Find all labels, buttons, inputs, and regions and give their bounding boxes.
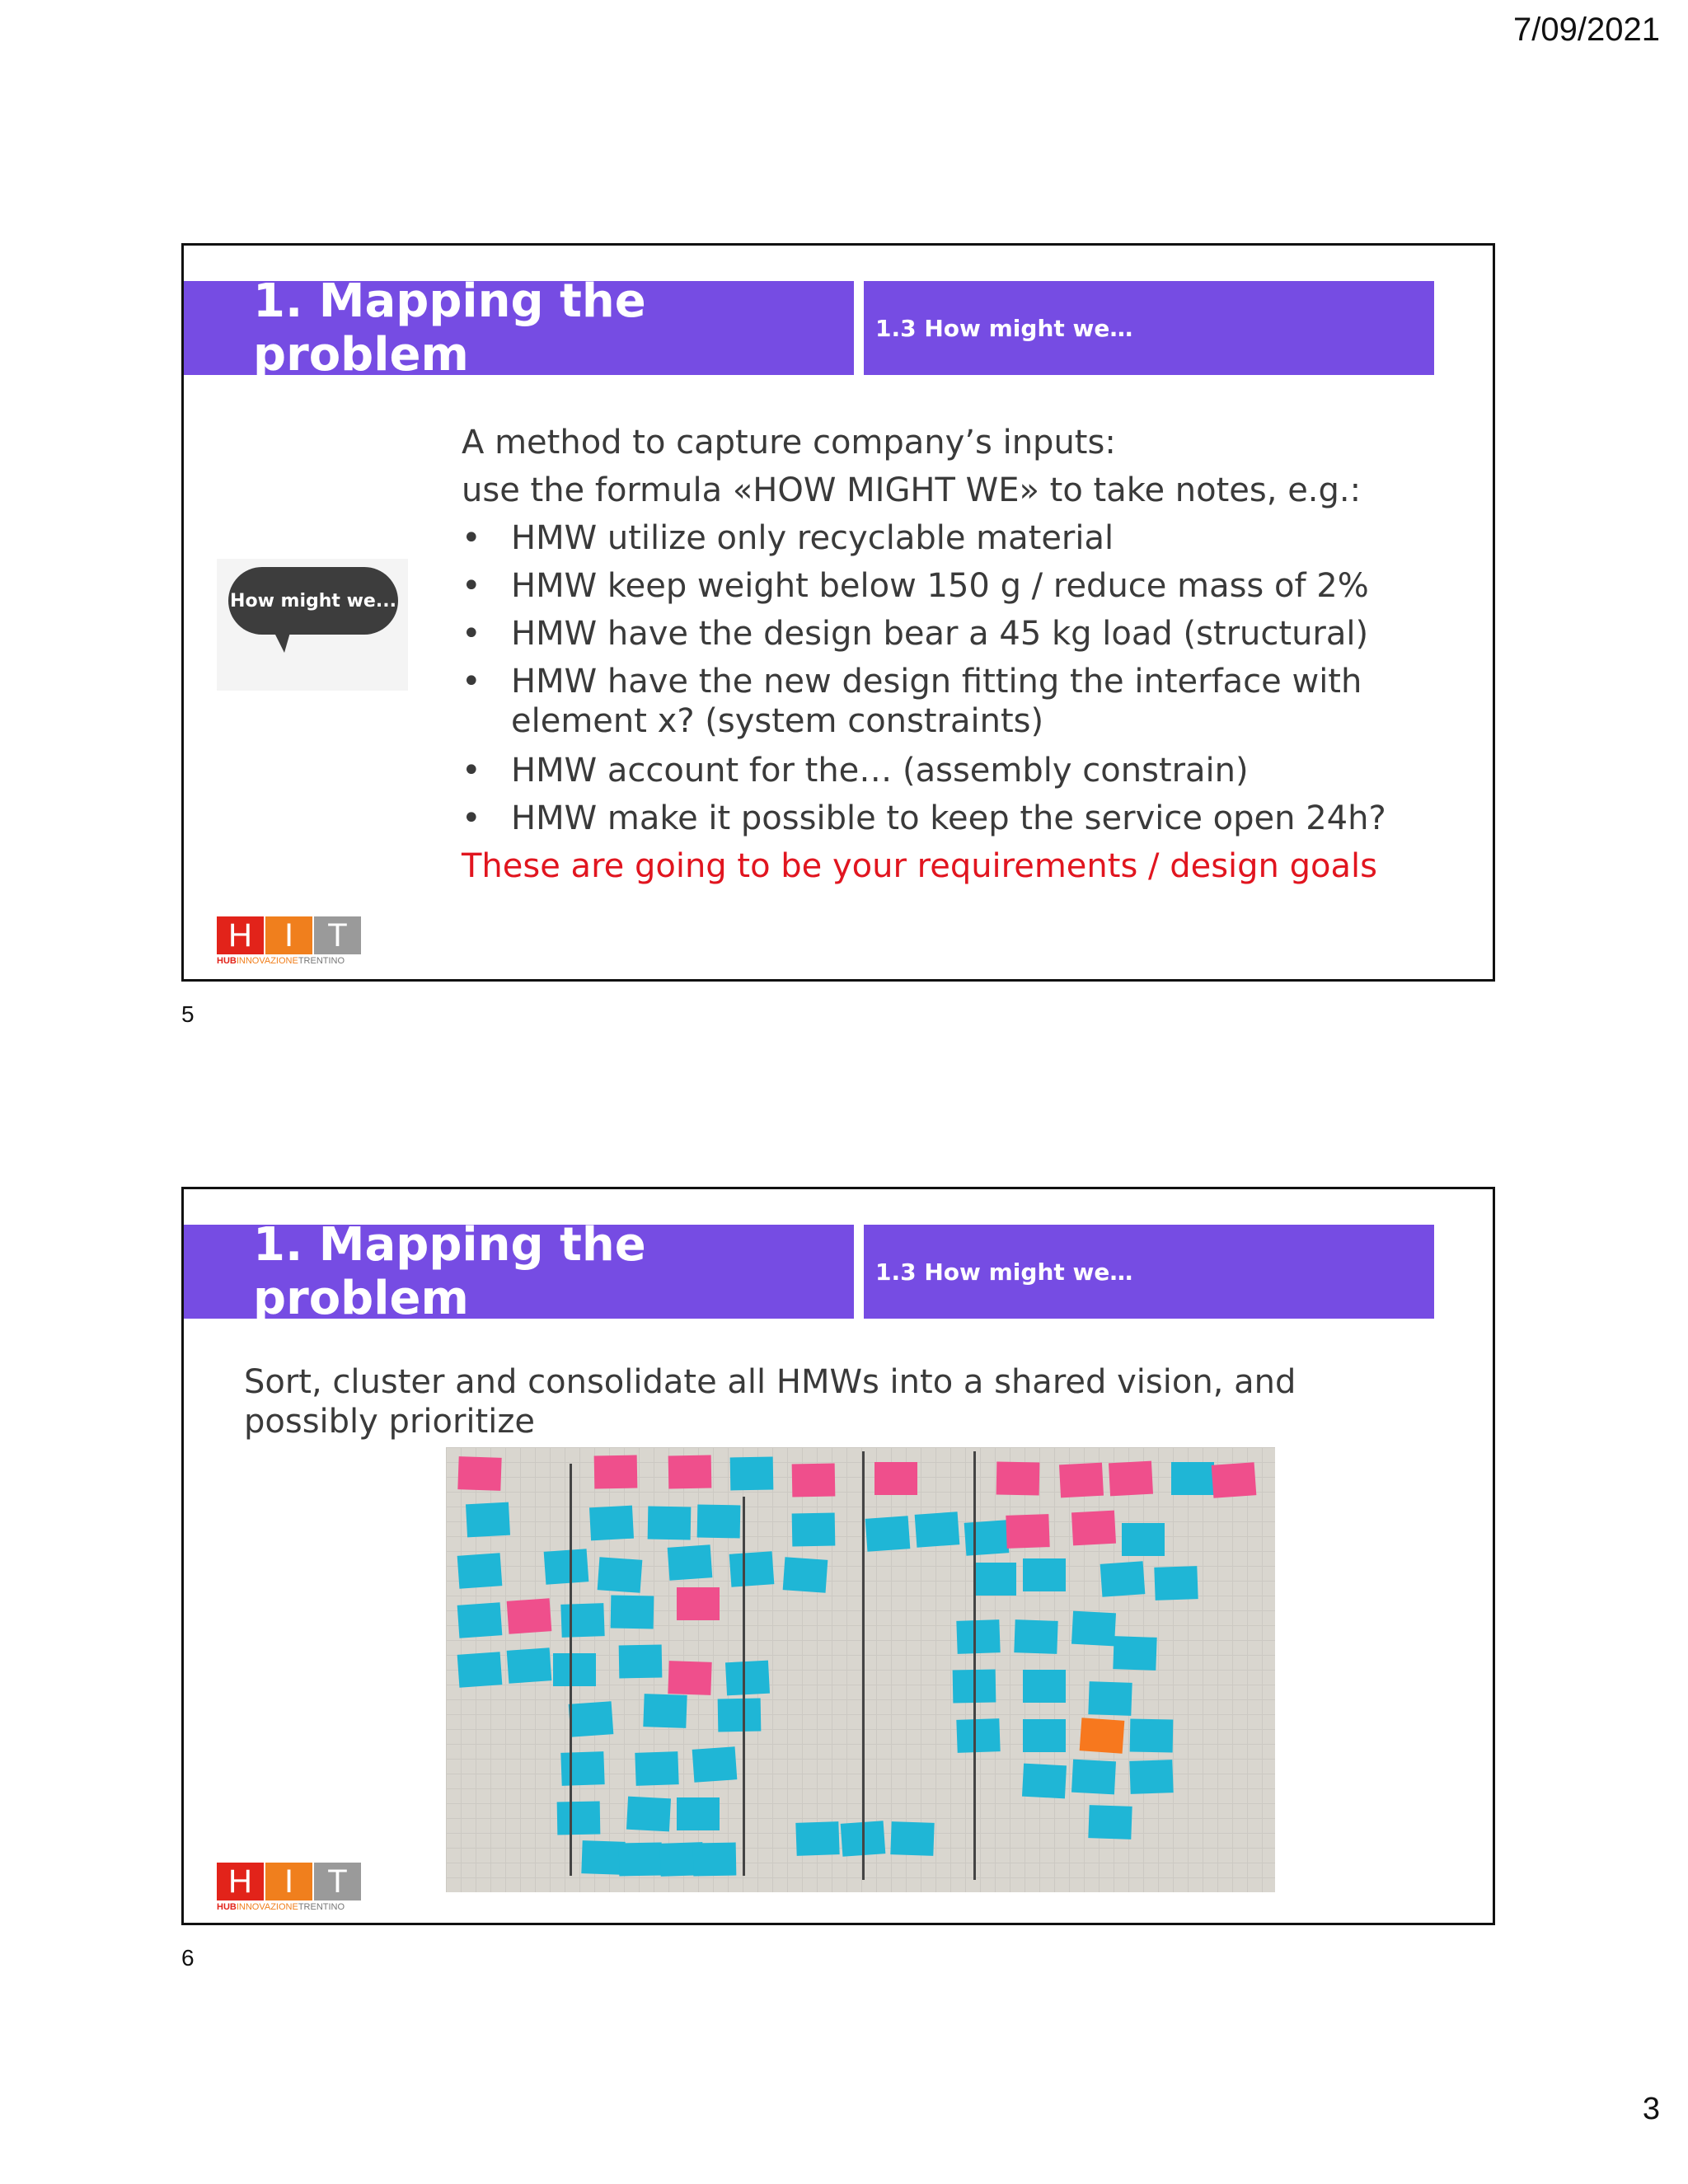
sticky-note	[956, 1718, 1000, 1753]
speech-bubble: How might we...	[228, 567, 398, 635]
sticky-note	[677, 1587, 720, 1620]
slide-number: 6	[181, 1945, 195, 1971]
sticky-note	[569, 1701, 614, 1737]
slide-title: 1. Mapping the problem	[184, 1225, 854, 1319]
sticky-note	[865, 1516, 911, 1552]
sticky-note	[466, 1502, 510, 1538]
sticky-note	[457, 1553, 503, 1589]
sticky-note	[668, 1455, 712, 1489]
slide-body: Sort, cluster and consolidate all HMWs into a shared vision, and possibly prioritize	[244, 1363, 1296, 1441]
sticky-note	[1129, 1760, 1173, 1794]
sticky-note	[668, 1661, 711, 1695]
sticky-note	[648, 1507, 692, 1540]
sticky-note	[1006, 1514, 1049, 1549]
sticky-note	[783, 1557, 828, 1593]
sticky-note	[553, 1653, 596, 1686]
sticky-note	[956, 1619, 1000, 1654]
intro-line: use the formula «HOW MIGHT WE» to take notes, e.g.:	[462, 471, 1362, 509]
print-date: 7/09/2021	[1513, 12, 1660, 48]
bullet-item: • HMW keep weight below 150 g / reduce mass of 2%	[462, 562, 1467, 610]
logo-tagline: HUBINNOVAZIONETRENTINO	[217, 1902, 345, 1912]
sticky-note	[795, 1821, 839, 1856]
sticky-note	[792, 1513, 836, 1547]
sticky-note	[557, 1802, 601, 1835]
logo-tagline: HUBINNOVAZIONETRENTINO	[217, 956, 345, 966]
sticky-note	[692, 1746, 738, 1783]
bullet-glyph: •	[462, 663, 481, 701]
sticky-note	[890, 1821, 934, 1856]
sticky-note	[635, 1751, 678, 1786]
bullet-glyph: •	[462, 615, 481, 653]
sticky-note	[1080, 1718, 1125, 1754]
sticky-note	[1059, 1463, 1104, 1498]
bullet-list	[462, 514, 1467, 842]
sticky-note	[1071, 1511, 1116, 1546]
sticky-note	[626, 1797, 671, 1832]
sticky-note	[1109, 1461, 1153, 1497]
bullet-glyph: •	[462, 799, 481, 837]
sticky-note	[1088, 1805, 1132, 1840]
speech-bubble-tail	[273, 630, 291, 653]
slide-6	[181, 1187, 1495, 1925]
speech-bubble-image	[217, 559, 408, 691]
sticky-note	[1071, 1611, 1116, 1647]
slide-subtitle: 1.3 How might we…	[864, 281, 1434, 375]
sticky-note	[457, 1602, 503, 1638]
sticky-note	[589, 1506, 634, 1541]
marker-line	[862, 1451, 865, 1880]
sticky-note	[1023, 1670, 1066, 1703]
bullet-glyph: •	[462, 519, 481, 557]
sticky-note	[507, 1647, 552, 1684]
sticky-note	[457, 1652, 503, 1688]
bullet-glyph: •	[462, 752, 481, 790]
sticky-note	[1122, 1523, 1165, 1556]
sticky-note	[693, 1843, 737, 1877]
sticky-note	[996, 1462, 1040, 1496]
bullet-item: • HMW have the new design fitting the interface with element x? (system constraints)	[462, 663, 1362, 740]
sticky-note	[677, 1797, 720, 1830]
marker-line	[743, 1497, 745, 1876]
hit-logo: H I T HUBINNOVAZIONETRENTINO	[217, 916, 362, 966]
bullet-glyph: •	[462, 567, 481, 605]
slide-body	[462, 419, 1467, 890]
conclusion-text: These are going to be your requirements / design goals	[462, 847, 1377, 885]
sticky-note	[1130, 1719, 1174, 1753]
sticky-note	[643, 1694, 687, 1728]
sticky-note	[725, 1661, 770, 1696]
sticky-note	[619, 1843, 663, 1877]
sticky-note	[1023, 1558, 1066, 1591]
sticky-note	[1022, 1764, 1067, 1799]
sticky-note	[1113, 1636, 1156, 1671]
sticky-note	[730, 1457, 774, 1491]
bullet-item: • HMW have the design bear a 45 kg load (structural)	[462, 610, 1467, 658]
sticky-note	[457, 1456, 501, 1491]
sticky-note	[544, 1549, 589, 1585]
sticky-note	[718, 1699, 762, 1732]
sticky-note	[1014, 1619, 1057, 1654]
sticky-note	[594, 1455, 638, 1489]
sticky-note	[611, 1596, 654, 1629]
marker-line	[973, 1451, 976, 1880]
sticky-note	[729, 1551, 775, 1587]
sticky-note	[1171, 1462, 1214, 1495]
bullet-item: • HMW utilize only recyclable material	[462, 514, 1467, 562]
bullet-item: • HMW account for the… (assembly constrain)	[462, 747, 1467, 794]
sticky-note	[964, 1520, 1010, 1556]
sticky-note	[1088, 1681, 1132, 1716]
hit-logo: H I T HUBINNOVAZIONETRENTINO	[217, 1863, 362, 1912]
sticky-note	[1212, 1462, 1257, 1498]
sticky-note	[973, 1563, 1016, 1596]
sticky-note	[1023, 1719, 1066, 1752]
sticky-note	[915, 1511, 960, 1548]
sticky-note	[1154, 1566, 1198, 1601]
page-number: 3	[1642, 2092, 1660, 2126]
bullet-item: • HMW make it possible to keep the service open 24h?	[462, 794, 1467, 842]
sticky-note	[560, 1603, 604, 1638]
sticky-note	[560, 1751, 604, 1786]
sticky-note	[792, 1464, 836, 1497]
slide-number: 5	[181, 1001, 195, 1027]
sticky-note	[619, 1645, 663, 1679]
sticky-notes-photo	[446, 1447, 1275, 1892]
slide-subtitle: 1.3 How might we…	[864, 1225, 1434, 1319]
sticky-note	[507, 1598, 552, 1634]
sticky-note	[668, 1544, 713, 1581]
slide-title: 1. Mapping the problem	[184, 281, 854, 375]
slide-5	[181, 243, 1495, 982]
sticky-note	[697, 1505, 741, 1539]
marker-line	[570, 1464, 572, 1876]
sticky-note	[1071, 1760, 1116, 1795]
sticky-note	[598, 1557, 643, 1593]
intro-line: A method to capture company’s inputs:	[462, 424, 1116, 462]
sticky-note	[874, 1462, 917, 1495]
sticky-note	[1100, 1561, 1146, 1597]
